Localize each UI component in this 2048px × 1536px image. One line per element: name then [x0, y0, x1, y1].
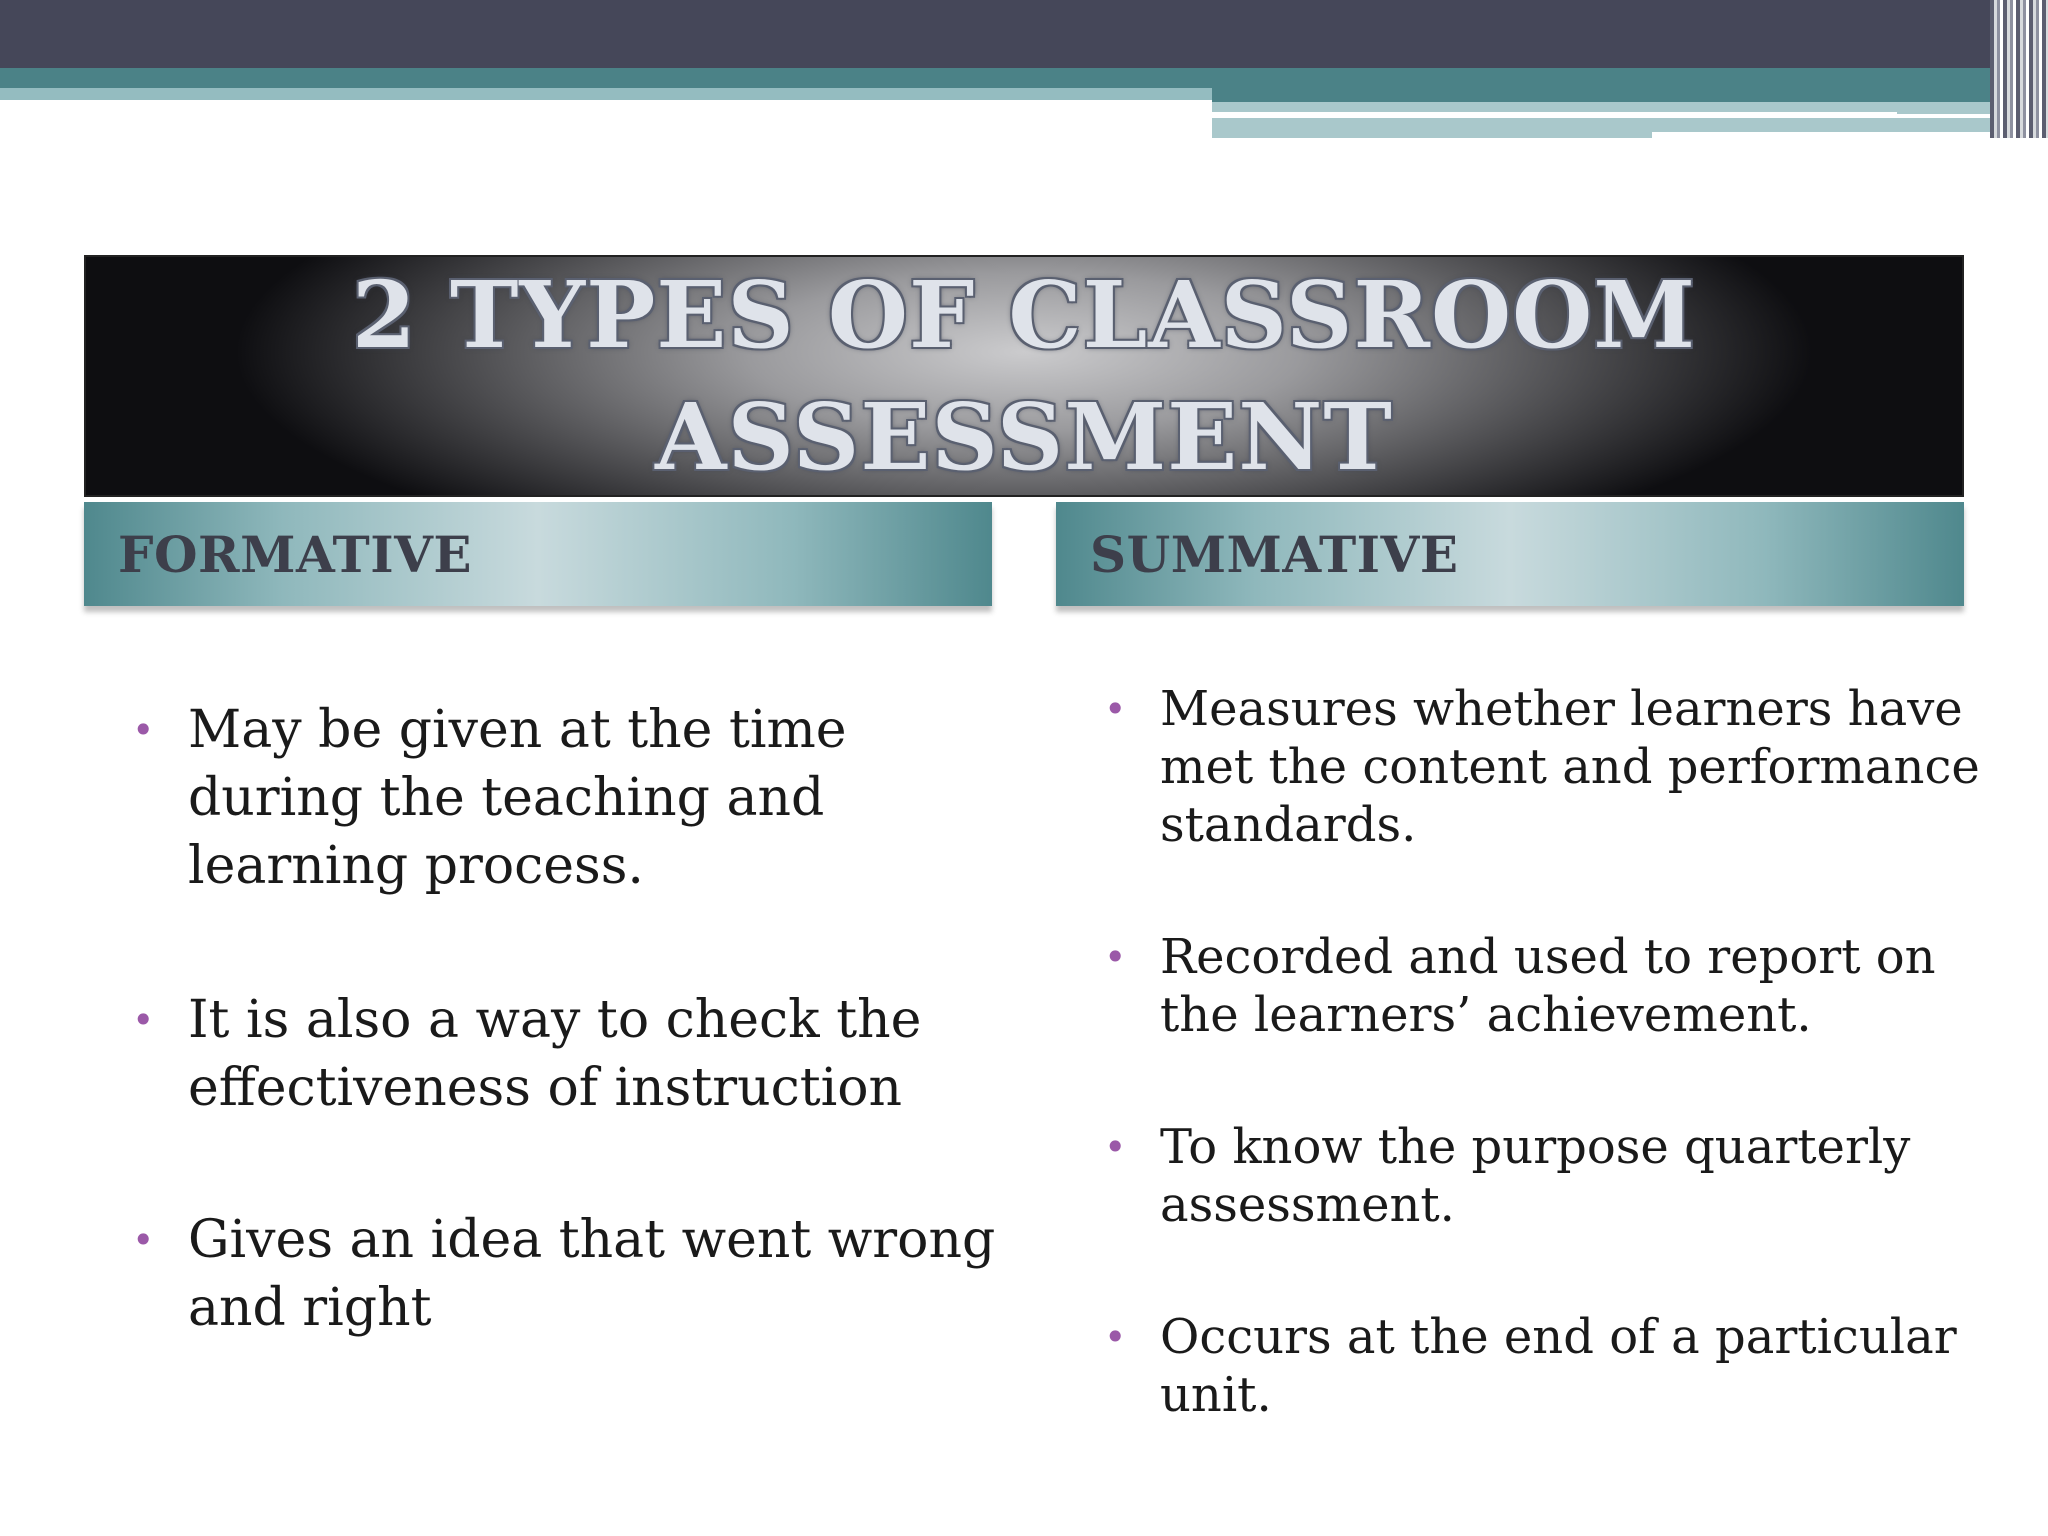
formative-bullet: • It is also a way to check the effectiveness of instruction	[132, 986, 1002, 1122]
top-bar-teal-right	[1212, 88, 1990, 102]
corner-stripes	[1990, 0, 2048, 138]
slide-title: 2 TYPES OF CLASSROOM ASSESSMENT	[351, 261, 1697, 491]
formative-bullet: • May be given at the time during the teaching and learning process.	[132, 696, 1002, 900]
formative-bullet-list	[132, 696, 1002, 1342]
summative-heading: SUMMATIVE	[1090, 524, 1459, 584]
top-bar-dark	[0, 0, 1990, 68]
top-bar-white-line	[1212, 112, 1897, 117]
summative-bullet: • Occurs at the end of a particular unit.	[1104, 1308, 1984, 1424]
summative-bullet: • To know the purpose quarterly assessment.	[1104, 1118, 1984, 1234]
formative-heading: FORMATIVE	[118, 524, 473, 584]
top-bar-teal-light-left	[0, 88, 1212, 100]
summative-bullet-list	[1104, 680, 1984, 1424]
summative-bullet: • Measures whether learners have met the content and performance standards.	[1104, 680, 1984, 854]
formative-bullet: • Gives an idea that went wrong and right	[132, 1206, 1002, 1342]
top-bar-teal	[0, 68, 1990, 88]
formative-header	[84, 502, 992, 606]
title-banner	[84, 255, 1964, 497]
summative-header	[1056, 502, 1964, 606]
summative-bullet: • Recorded and used to report on the learners’ achievement.	[1104, 928, 1984, 1044]
top-bar-light-3	[1652, 118, 1990, 132]
top-bar-light-2	[1212, 118, 1652, 138]
